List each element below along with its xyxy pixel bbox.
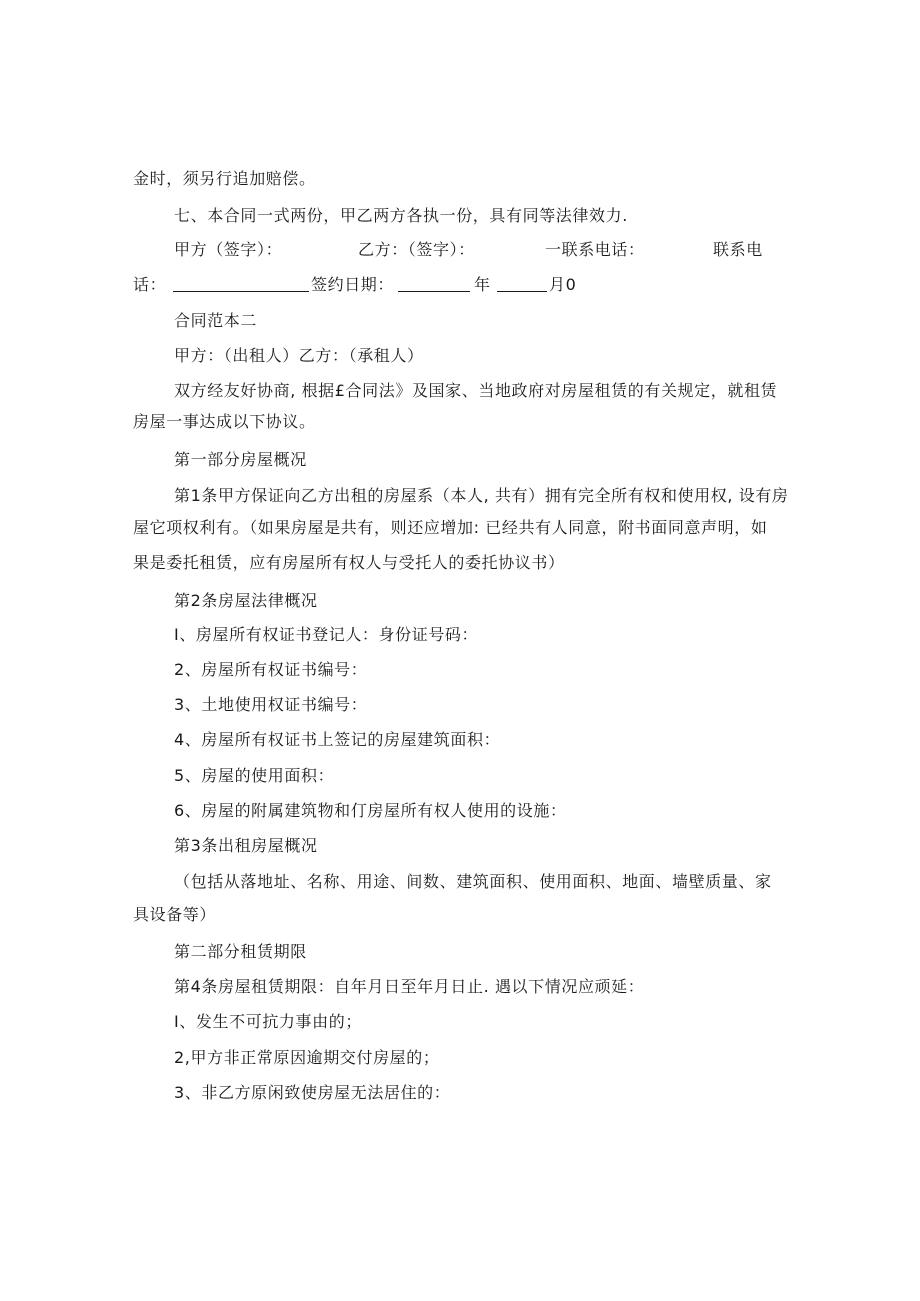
- list-item: 3、土地使用权证书编号：: [174, 695, 368, 714]
- document-page: 金时，须另行追加赔偿。 七、本合同一式两份，甲乙两方各执一份，具有同等法律效力. 甲方（签字）： 乙方：（签字）： 一联系电话： 联系电 话： 签约日期： 年 月0 合同范本二 甲方：（出租人）乙方：（承租人） 双方经友好协商, 根据£合同法》及国家、当地政府对房屋租赁的有关规定，就租赁 房屋一事达成以下协议。 第一部分房屋概况 第1条甲方保证向乙方出租的房屋系（本人, 共有）拥有完全所有权和使用权, 设有房 屋它项权利有。（如果房屋是共有，则还应增加: 已经共有人同意，附书面同意声明，如 果是委托租赁，应有房屋所有权人与受托人的委托协议书） 第2条房屋法律概况 I、房屋所有权证书登记人：身份证号码： 2、房屋所有权证书编号： 3、土地使用权证书编号： 4、房屋所有权证书上签记的房屋建筑面积： 5、房屋的使用面积： 6、房屋的附属建筑物和仃房屋所有权人使用的设施： 第3条出租房屋概况 （包括从落地址、名称、用途、间数、建筑面积、使用面积、地面、墙壁质量、家 具设备等） 第二部分租赁期限 第4条房屋租赁期限：自年月日至年月日止. 遇以下情况应顽延： I、发生不可抗力事由的； 2,甲方非正常原因逾期交付房屋的； 3、非乙方原闲致使房屋无法居住的：: [0, 0, 920, 1301]
- list-item: 2,甲方非正常原因逾期交付房屋的；: [174, 1048, 440, 1067]
- list-item: I、发生不可抗力事由的；: [174, 1012, 362, 1031]
- list-item: 6、房屋的附属建筑物和仃房屋所有权人使用的设施：: [174, 801, 567, 820]
- list-item: 5、房屋的使用面积：: [174, 766, 335, 785]
- section-heading: 第3条出租房屋概况: [174, 836, 318, 855]
- list-item: 2、房屋所有权证书编号：: [174, 660, 368, 679]
- phone-blank: [173, 277, 309, 292]
- text-line: 七、本合同一式两份，甲乙两方各执一份，具有同等法律效力.: [174, 206, 628, 225]
- text-line: 甲方：（出租人）乙方：（承租人）: [174, 346, 424, 365]
- list-item: 3、非乙方原闲致使房屋无法居住的：: [174, 1083, 451, 1102]
- text-line: 屋它项权利有。（如果房屋是共有，则还应增加: 已经共有人同意，附书面同意声明，如: [133, 518, 768, 537]
- text-line: （包括从落地址、名称、用途、间数、建筑面积、使用面积、地面、墙壁质量、家: [174, 872, 772, 891]
- section-heading: 第二部分租赁期限: [174, 942, 307, 961]
- list-item: 4、房屋所有权证书上签记的房屋建筑面积：: [174, 730, 501, 749]
- contact-phone-label-2: 联系电: [713, 240, 763, 259]
- year-blank: [398, 277, 470, 292]
- signing-date-label: 签约日期：: [311, 275, 395, 294]
- list-item: I、房屋所有权证书登记人：身份证号码：: [174, 625, 479, 644]
- text-line: 双方经友好协商, 根据£合同法》及国家、当地政府对房屋租赁的有关规定，就租赁: [174, 381, 778, 400]
- party-b-signature-label: 乙方：（签字）：: [358, 240, 475, 259]
- contact-phone-label: 一联系电话：: [545, 240, 645, 259]
- text-line: 第1条甲方保证向乙方出租的房屋系（本人, 共有）拥有完全所有权和使用权, 设有房: [174, 486, 789, 505]
- text-line: 第4条房屋租赁期限：自年月日至年月日止. 遇以下情况应顽延：: [174, 977, 645, 996]
- text-line: 房屋一事达成以下协议。: [133, 412, 316, 431]
- month-blank: [497, 277, 547, 292]
- text-line: 具设备等）: [133, 905, 217, 924]
- text-line: 果是委托租赁，应有房屋所有权人与受托人的委托协议书）: [133, 553, 565, 572]
- party-a-signature-label: 甲方（签字）：: [174, 240, 283, 259]
- section-heading: 第2条房屋法律概况: [174, 591, 318, 610]
- text-line: 金时，须另行追加赔偿。: [133, 169, 316, 188]
- section-heading: 第一部分房屋概况: [174, 450, 307, 469]
- section-heading: 合同范本二: [174, 311, 258, 330]
